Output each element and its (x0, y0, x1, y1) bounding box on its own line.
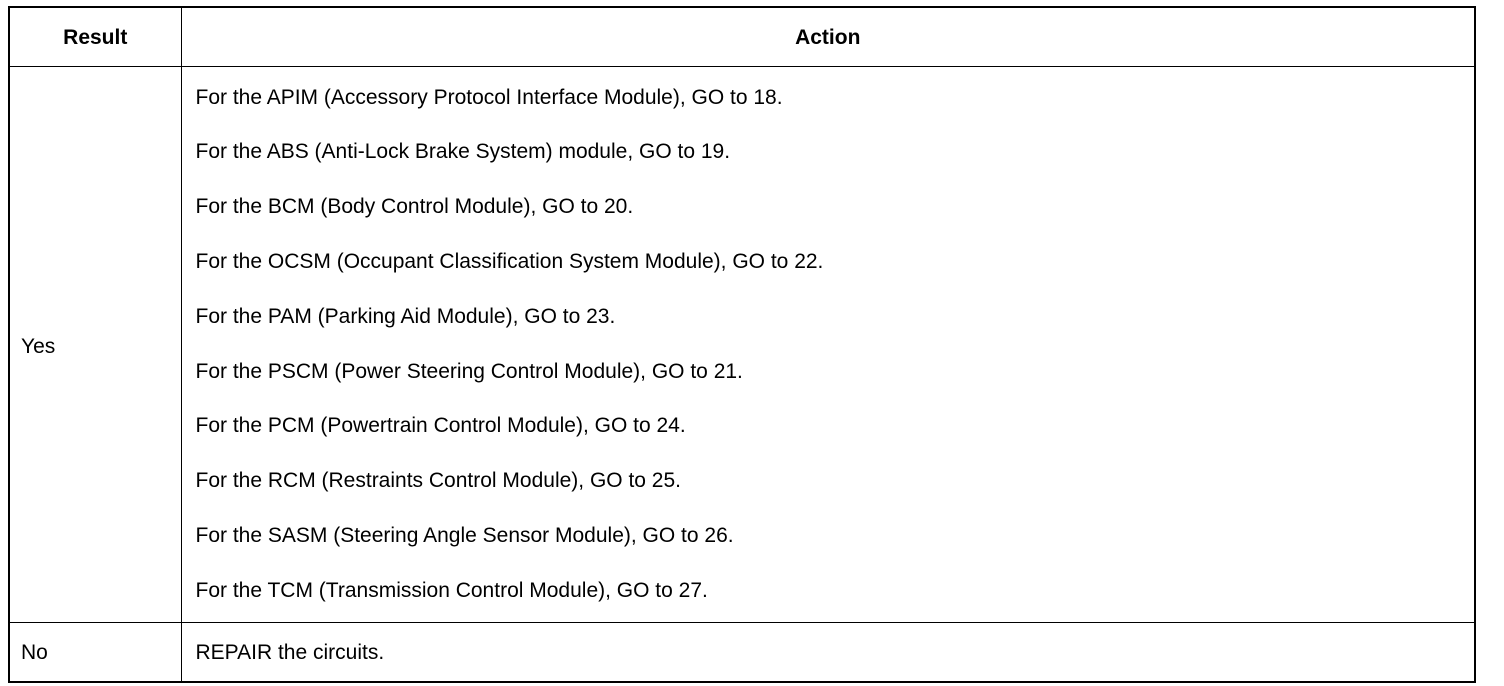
action-line-pcm: For the PCM (Powertrain Control Module), GO to 24. (195, 414, 686, 438)
action-line-abs: For the ABS (Anti-Lock Brake System) module, GO to 19. (195, 140, 731, 164)
action-cell-yes (181, 67, 1475, 623)
action-cell-no: REPAIR the circuits. (181, 623, 1475, 683)
header-action: Action (181, 7, 1475, 67)
action-line-pam: For the PAM (Parking Aid Module), GO to 23. (195, 304, 616, 328)
action-line-tcm: For the TCM (Transmission Control Module), GO to 27. (195, 578, 708, 602)
action-line-ocsm: For the OCSM (Occupant Classification System Module), GO to 22. (195, 249, 824, 273)
result-cell-no: No (9, 623, 181, 683)
table-header-row (9, 7, 1475, 67)
action-line-pscm: For the PSCM (Power Steering Control Module), GO to 21. (195, 359, 743, 383)
action-line-bcm: For the BCM (Body Control Module), GO to 20. (195, 195, 634, 219)
result-action-table (8, 6, 1476, 683)
table-row-no (9, 623, 1475, 683)
action-line-sasm: For the SASM (Steering Angle Sensor Module), GO to 26. (195, 523, 734, 547)
action-line-apim: For the APIM (Accessory Protocol Interface Module), GO to 18. (195, 85, 783, 109)
header-result: Result (9, 7, 181, 67)
result-cell-yes: Yes (9, 67, 181, 623)
table-row-yes (9, 67, 1475, 623)
action-line-rcm: For the RCM (Restraints Control Module), GO to 25. (195, 469, 681, 493)
